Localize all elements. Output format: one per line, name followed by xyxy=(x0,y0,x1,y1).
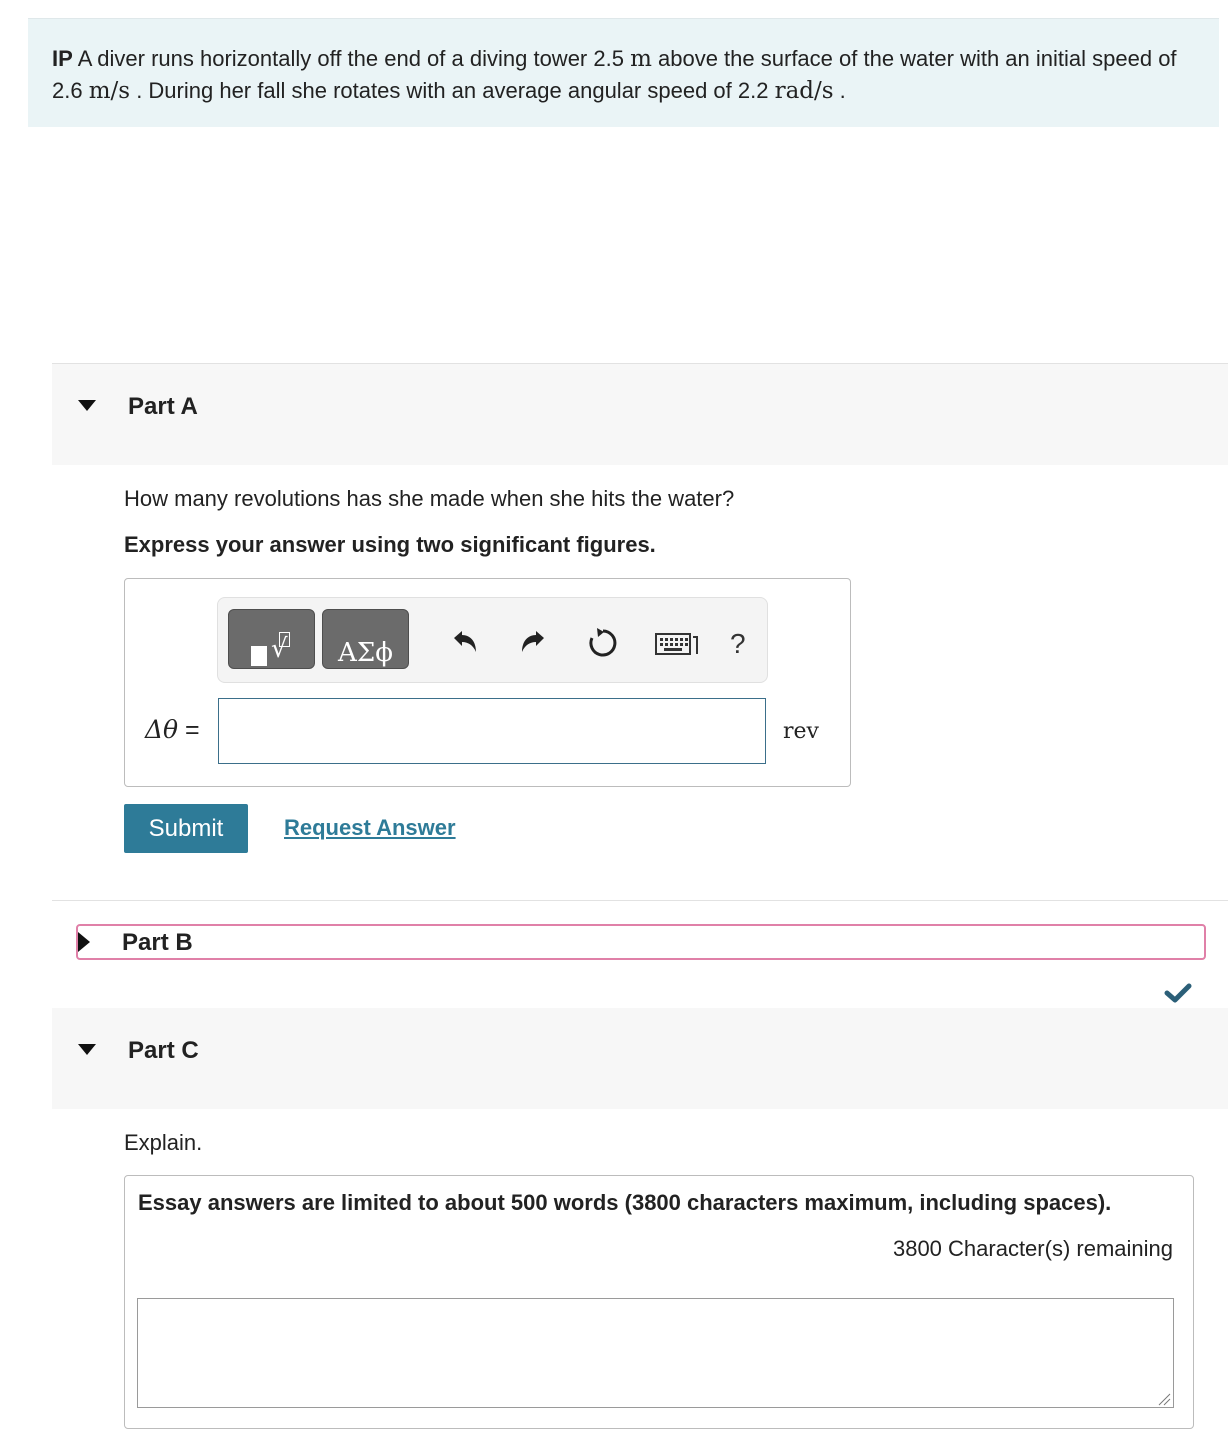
problem-statement xyxy=(28,18,1219,127)
resize-handle-icon[interactable] xyxy=(1155,1390,1171,1406)
part-c-header[interactable] xyxy=(52,1008,1228,1109)
part-b-header[interactable] xyxy=(76,924,1206,960)
expand-triangle-icon[interactable] xyxy=(78,932,90,952)
essay-textarea[interactable] xyxy=(137,1298,1174,1408)
characters-remaining: 3800 Character(s) remaining xyxy=(892,1236,1173,1261)
submit-button[interactable]: Submit xyxy=(124,804,248,853)
collapse-triangle-icon[interactable] xyxy=(78,400,96,411)
request-answer-link[interactable]: Request Answer xyxy=(284,815,456,840)
part-a-question: How many revolutions has she made when she hits the water? xyxy=(124,486,735,511)
undo-icon[interactable] xyxy=(446,626,480,660)
collapse-triangle-icon[interactable] xyxy=(78,1044,96,1055)
delta-theta-symbol: Δθ xyxy=(145,715,179,744)
unit-meters-per-second: m/s xyxy=(88,78,131,104)
answer-input[interactable] xyxy=(218,698,766,764)
redo-icon[interactable] xyxy=(518,626,552,660)
equation-label xyxy=(145,715,200,745)
problem-text-2: above the surface of the water with an initial speed of 2.6 xyxy=(52,46,1177,103)
essay-limit-note: Essay answers are limited to about 500 words (3800 characters maximum, including spaces). xyxy=(138,1190,1112,1215)
problem-text-3: . During her fall she rotates with an average angular speed of 2.2 xyxy=(130,78,775,103)
part-c-prompt: Explain. xyxy=(124,1130,203,1155)
answer-box xyxy=(124,578,851,787)
part-a-title: Part A xyxy=(128,393,198,420)
unit-meters: m xyxy=(630,46,652,72)
problem-text-1: A diver runs horizontally off the end of a diving tower 2.5 xyxy=(77,46,631,71)
checkmark-icon xyxy=(1164,982,1192,1004)
problem-label: IP xyxy=(52,46,73,71)
help-icon[interactable]: ? xyxy=(730,628,746,659)
part-c-title: Part C xyxy=(128,1037,199,1064)
part-b-title: Part B xyxy=(122,929,193,956)
math-toolbar xyxy=(217,597,768,683)
part-a-header[interactable] xyxy=(52,364,1228,465)
divider xyxy=(52,900,1228,901)
unit-rad-per-second: rad/s xyxy=(774,78,834,104)
reset-icon[interactable] xyxy=(586,626,620,660)
equals-sign: = xyxy=(178,716,200,744)
greek-letters-button[interactable]: ΑΣϕ xyxy=(322,609,409,669)
essay-box xyxy=(124,1175,1194,1429)
answer-unit: rev xyxy=(783,719,819,744)
templates-button[interactable]: √ xyxy=(228,609,315,669)
part-a-instruction: Express your answer using two significant figures. xyxy=(124,532,656,557)
problem-text-4: . xyxy=(833,78,846,103)
problem-text xyxy=(52,43,1192,107)
keyboard-icon[interactable] xyxy=(654,626,706,660)
